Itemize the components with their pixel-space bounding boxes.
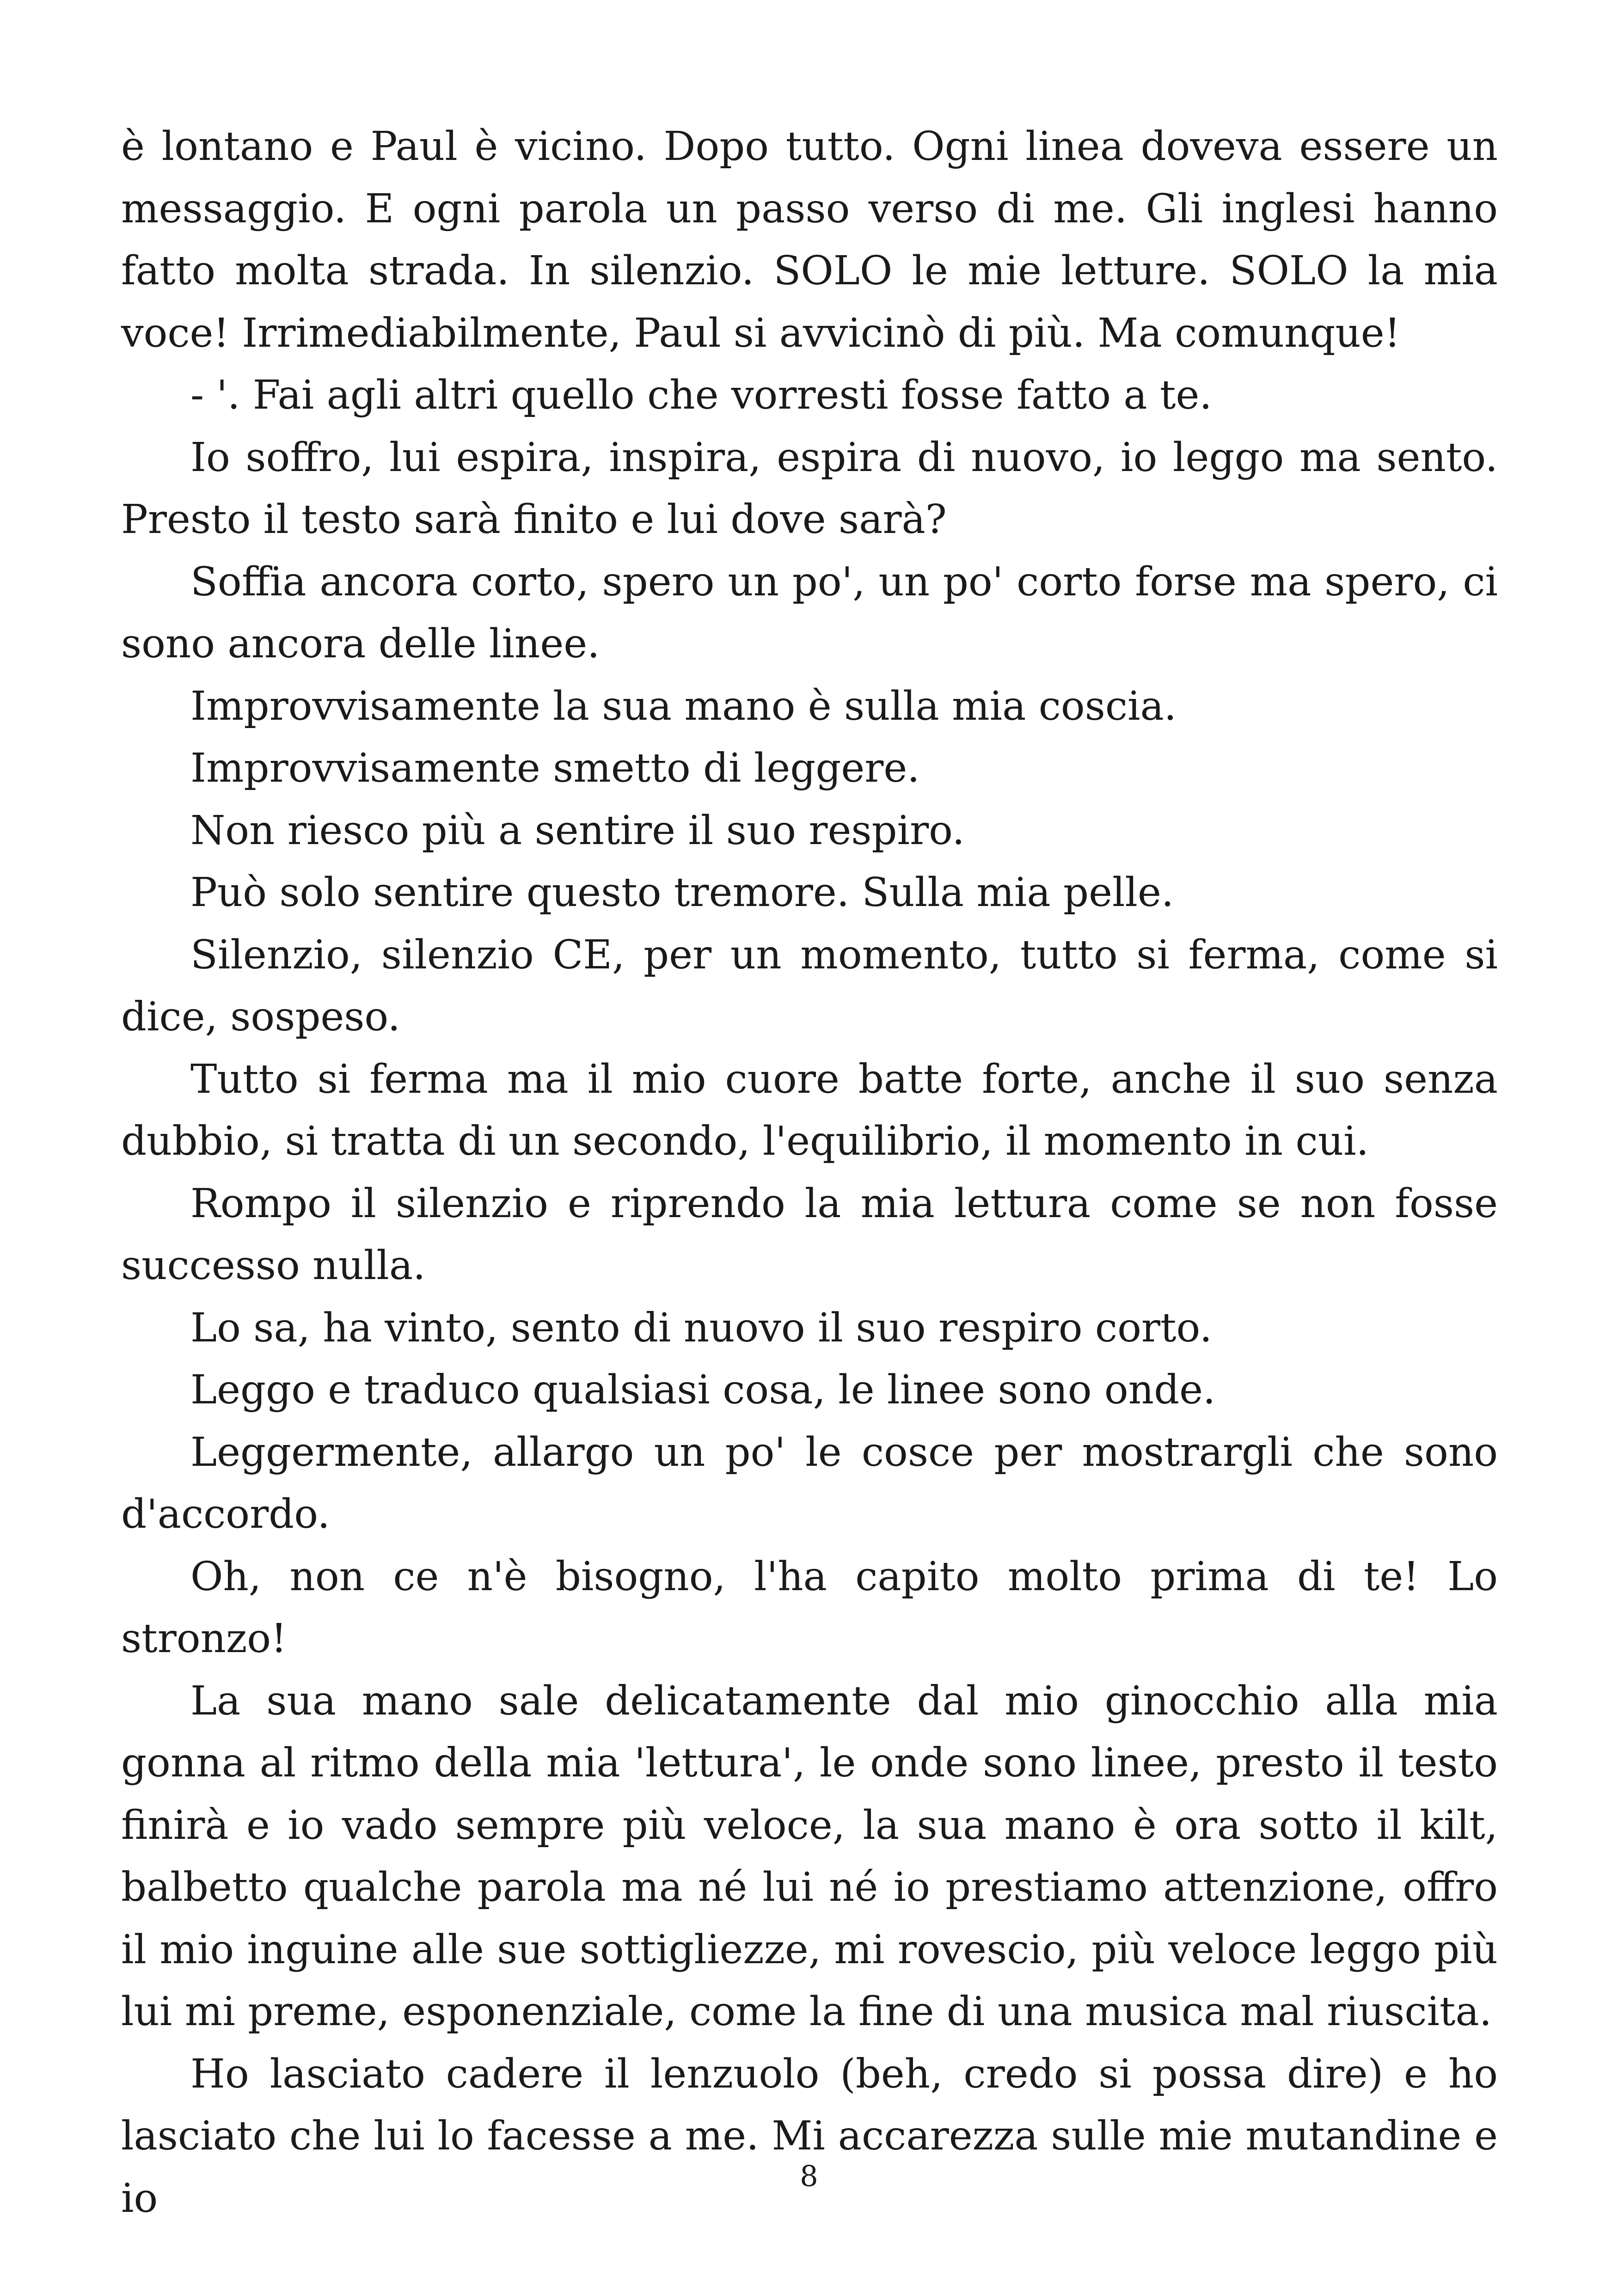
paragraph: La sua mano sale delicatamente dal mio ginocchio alla mia gonna al ritmo della mia 'lettura', le onde sono linee, presto il testo finirà e io vado sempre più veloce, la sua mano è ora sotto il kilt, balbetto qualche parola ma né lui né io prestiamo attenzione, offro il mio inguine alle sue sottigliezze, mi rovescio, più veloce leggo più lui mi preme, esponenziale, come la fine di una musica mal riuscita. [121,1678,1498,2035]
paragraph: Non riesco più a sentire il suo respiro. [190,807,965,854]
body-text [121,116,1498,2229]
paragraph: Tutto si ferma ma il mio cuore batte forte, anche il suo senza dubbio, si tratta di un secondo, l'equilibrio, il momento in cui. [121,1056,1498,1164]
paragraph: Io soffro, lui espira, inspira, espira di nuovo, io leggo ma sento. Presto il testo sarà finito e lui dove sarà? [121,434,1498,543]
paragraph: Improvvisamente la sua mano è sulla mia coscia. [190,683,1177,729]
paragraph: Leggo e traduco qualsiasi cosa, le linee sono onde. [190,1367,1216,1413]
paragraph: Silenzio, silenzio CE, per un momento, tutto si ferma, come si dice, sospeso. [121,931,1498,1040]
paragraph: Oh, non ce n'è bisogno, l'ha capito molto prima di te! Lo stronzo! [121,1553,1498,1662]
paragraph: - '. Fai agli altri quello che vorresti fosse fatto a te. [190,372,1212,418]
paragraph: Soffia ancora corto, spero un po', un po' corto forse ma spero, ci sono ancora delle linee. [121,558,1498,667]
paragraph: Improvvisamente smetto di leggere. [190,745,920,791]
paragraph: Può solo sentire questo tremore. Sulla mia pelle. [190,869,1174,916]
page-number: 8 [800,2159,818,2193]
paragraph: Rompo il silenzio e riprendo la mia lettura come se non fosse successo nulla. [121,1180,1498,1289]
paragraph: Lo sa, ha vinto, sento di nuovo il suo respiro corto. [190,1304,1213,1351]
paragraph: Ho lasciato cadere il lenzuolo (beh, credo si possa dire) e ho lasciato che lui lo facesse a me. Mi accarezza sulle mie mutandine e io [121,2051,1498,2222]
paragraph-continuation: è lontano e Paul è vicino. Dopo tutto. Ogni linea doveva essere un messaggio. E ogni parola un passo verso di me. Gli inglesi hanno fatto molta strada. In silenzio. SOLO le mie letture. SOLO la mia voce! Irrimediabilmente, Paul si avvicinò di più. Ma comunque! [121,123,1498,356]
paragraph: Leggermente, allargo un po' le cosce per mostrargli che sono d'accordo. [121,1429,1498,1537]
